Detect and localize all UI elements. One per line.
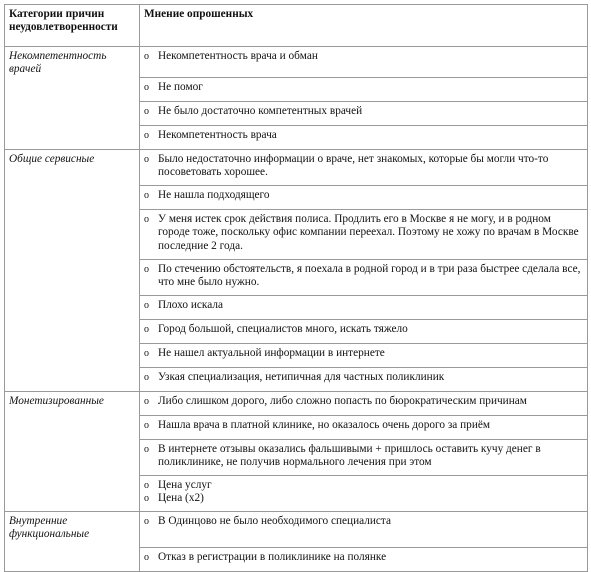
header-opinion: Мнение опрошенных bbox=[140, 5, 588, 47]
list-item bbox=[144, 551, 583, 564]
category-cell bbox=[5, 439, 140, 475]
opinion-cell bbox=[140, 547, 588, 571]
bullet-icon: o bbox=[144, 479, 149, 491]
bullet-icon: o bbox=[144, 189, 149, 201]
category-cell: Внутренние функциональные bbox=[5, 511, 140, 547]
category-cell: Некомпетентность врачей bbox=[5, 47, 140, 78]
table-row bbox=[5, 125, 588, 149]
category-cell bbox=[5, 547, 140, 571]
opinion-cell bbox=[140, 149, 588, 185]
table-row bbox=[5, 319, 588, 343]
table-row bbox=[5, 77, 588, 101]
list-item bbox=[144, 419, 583, 432]
list-item bbox=[144, 263, 583, 290]
opinion-text: Цена услуг bbox=[158, 478, 212, 491]
opinion-text: Цена (x2) bbox=[158, 492, 204, 505]
bullet-icon: o bbox=[144, 551, 149, 563]
opinion-text: Либо слишком дорого, либо сложно попасть по бюрократическим причинам bbox=[158, 394, 527, 407]
bullet-icon: o bbox=[144, 81, 149, 93]
bullet-icon: o bbox=[144, 263, 149, 275]
category-cell bbox=[5, 259, 140, 295]
list-item bbox=[144, 129, 583, 142]
category-cell bbox=[5, 343, 140, 367]
category-cell bbox=[5, 319, 140, 343]
bullet-icon: o bbox=[144, 153, 149, 165]
table-row bbox=[5, 547, 588, 571]
list-item bbox=[144, 50, 583, 63]
opinion-cell bbox=[140, 77, 588, 101]
table-row bbox=[5, 439, 588, 475]
list-item bbox=[144, 323, 583, 336]
opinion-text: Не помог bbox=[158, 80, 203, 93]
header-category: Категории причин неудовлетворенности bbox=[5, 5, 140, 47]
category-cell bbox=[5, 367, 140, 391]
opinion-text: Некомпетентность врача и обман bbox=[158, 50, 318, 62]
list-item bbox=[144, 479, 583, 492]
category-cell bbox=[5, 125, 140, 149]
category-cell: Монетизированные bbox=[5, 391, 140, 415]
opinion-cell bbox=[140, 343, 588, 367]
opinion-cell bbox=[140, 259, 588, 295]
category-cell bbox=[5, 295, 140, 319]
category-cell bbox=[5, 185, 140, 209]
table-row bbox=[5, 149, 588, 185]
table-row bbox=[5, 101, 588, 125]
table-row bbox=[5, 415, 588, 439]
opinion-cell bbox=[140, 209, 588, 259]
category-cell bbox=[5, 475, 140, 511]
list-item bbox=[144, 105, 583, 118]
header-row bbox=[5, 5, 588, 47]
list-item bbox=[144, 443, 583, 470]
bullet-icon: o bbox=[144, 51, 149, 62]
list-item bbox=[144, 189, 583, 202]
opinion-cell bbox=[140, 185, 588, 209]
list-item bbox=[144, 153, 583, 180]
list-item bbox=[144, 81, 583, 94]
opinion-text: По стечению обстоятельств, я поехала в родной город и в три раза быстрее сделала все, что мне было нужно. bbox=[158, 262, 581, 289]
opinion-text: В Одинцово не было необходимого специалиста bbox=[158, 514, 392, 527]
category-cell bbox=[5, 77, 140, 101]
opinion-cell bbox=[140, 439, 588, 475]
bullet-icon: o bbox=[144, 213, 149, 225]
opinion-text: Отказ в регистрации в поликлинике на полянке bbox=[158, 550, 387, 563]
table-row bbox=[5, 391, 588, 415]
opinion-text: Не нашел актуальной информации в интернете bbox=[158, 346, 385, 359]
opinion-cell bbox=[140, 511, 588, 547]
bullet-icon: o bbox=[144, 395, 149, 407]
opinion-cell bbox=[140, 295, 588, 319]
table-row bbox=[5, 367, 588, 391]
opinion-cell bbox=[140, 475, 588, 511]
table-row bbox=[5, 475, 588, 511]
opinion-cell bbox=[140, 415, 588, 439]
bullet-icon: o bbox=[144, 323, 149, 335]
list-item bbox=[144, 213, 583, 253]
opinion-text: В интернете отзывы оказались фальшивыми + пришлось оставить кучу денег в поликлинике, не получив нормального лечения при этом bbox=[158, 442, 541, 469]
bullet-icon: o bbox=[144, 371, 149, 383]
table-row bbox=[5, 185, 588, 209]
opinion-cell bbox=[140, 391, 588, 415]
list-item bbox=[144, 492, 583, 505]
category-cell bbox=[5, 101, 140, 125]
list-item bbox=[144, 395, 583, 408]
bullet-icon: o bbox=[144, 443, 149, 455]
table-row bbox=[5, 209, 588, 259]
opinion-cell bbox=[140, 101, 588, 125]
opinion-text: Было недостаточно информации о враче, нет знакомых, которые бы могли что-то посоветовать хорошее. bbox=[158, 152, 549, 179]
opinion-cell bbox=[140, 367, 588, 391]
opinion-text: У меня истек срок действия полиса. Продлить его в Москве я не могу, и в родном городе тоже, поскольку офис компании переехал. Поэтому не хожу по врачам в Москве последние 2 года. bbox=[158, 212, 579, 252]
table-body bbox=[5, 47, 588, 572]
table-row bbox=[5, 259, 588, 295]
table-row bbox=[5, 343, 588, 367]
opinion-text: Не нашла подходящего bbox=[158, 188, 270, 201]
opinion-text: Узкая специализация, нетипичная для частных поликлиник bbox=[158, 370, 445, 383]
bullet-icon: o bbox=[144, 105, 149, 117]
list-item bbox=[144, 299, 583, 312]
opinion-text: Не было достаточно компетентных врачей bbox=[158, 104, 363, 117]
list-item bbox=[144, 347, 583, 360]
bullet-icon: o bbox=[144, 419, 149, 431]
bullet-icon: o bbox=[144, 299, 149, 311]
table-row bbox=[5, 47, 588, 78]
opinion-cell bbox=[140, 47, 588, 78]
bullet-icon: o bbox=[144, 515, 149, 527]
opinion-text: Некомпетентность врача bbox=[158, 128, 277, 141]
reasons-table bbox=[4, 4, 588, 572]
list-item bbox=[144, 515, 583, 528]
list-item bbox=[144, 371, 583, 384]
category-cell: Общие сервисные bbox=[5, 149, 140, 185]
bullet-icon: o bbox=[144, 347, 149, 359]
opinion-text: Город большой, специалистов много, искать тяжело bbox=[158, 322, 408, 335]
table-row bbox=[5, 295, 588, 319]
opinion-text: Нашла врача в платной клинике, но оказалось очень дорого за приём bbox=[158, 418, 491, 431]
table-row bbox=[5, 511, 588, 547]
category-cell bbox=[5, 209, 140, 259]
opinion-cell bbox=[140, 319, 588, 343]
category-cell bbox=[5, 415, 140, 439]
bullet-icon: o bbox=[144, 129, 149, 141]
opinion-text: Плохо искала bbox=[158, 298, 223, 311]
opinion-cell bbox=[140, 125, 588, 149]
bullet-icon: o bbox=[144, 493, 149, 505]
